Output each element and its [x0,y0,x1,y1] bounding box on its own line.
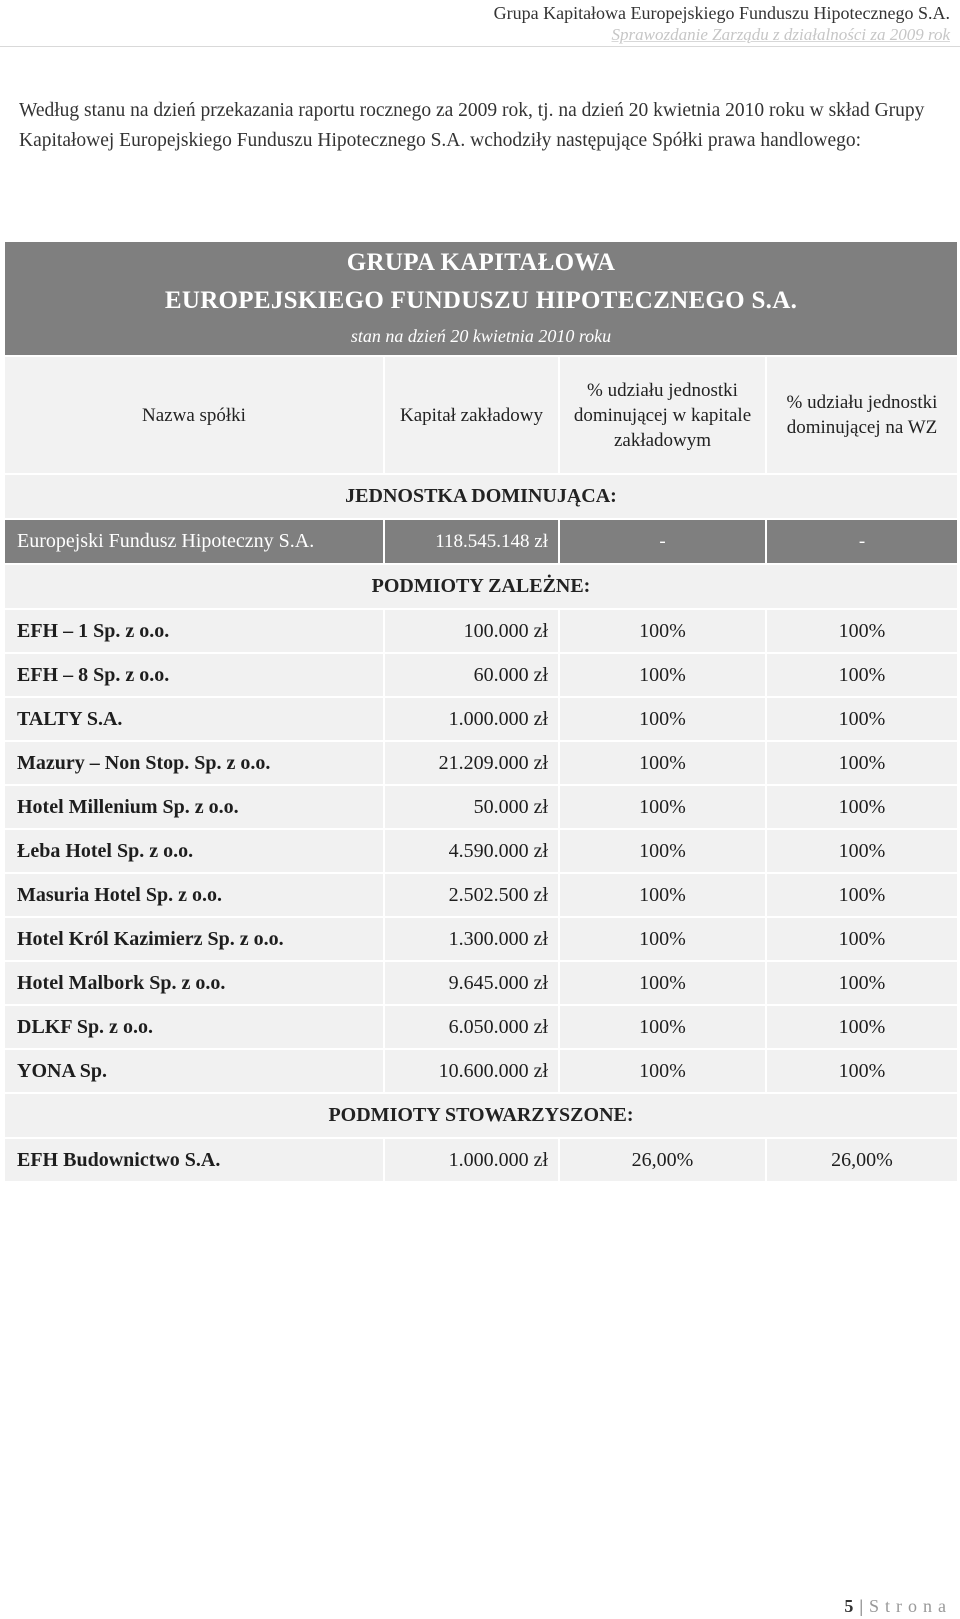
company-name: EFH – 8 Sp. z o.o. [5,654,383,696]
table-title-block [5,242,957,355]
company-name: EFH – 1 Sp. z o.o. [5,610,383,652]
company-name: TALTY S.A. [5,698,383,740]
header-report-title: Sprawozdanie Zarządu z działalności za 2009 rok [611,25,950,44]
voting-share-percent: 100% [767,918,957,960]
share-capital: 50.000 zł [385,786,558,828]
page-number: 5 [844,1596,854,1616]
page-header [494,2,950,46]
company-name: Hotel Millenium Sp. z o.o. [5,786,383,828]
table-title-line1: GRUPA KAPITAŁOWA [346,249,616,276]
capital-share-percent: 100% [560,1050,765,1092]
capital-share-percent: 100% [560,830,765,872]
company-name: Mazury – Non Stop. Sp. z o.o. [5,742,383,784]
footer-separator: | [859,1596,863,1616]
section-header-parent: JEDNOSTKA DOMINUJĄCA: [5,475,957,518]
share-capital: 1.000.000 zł [385,1139,558,1181]
company-name: Hotel Król Kazimierz Sp. z o.o. [5,918,383,960]
voting-share-percent: 100% [767,830,957,872]
share-capital: 1.300.000 zł [385,918,558,960]
share-capital: 21.209.000 zł [385,742,558,784]
parent-votes: - [767,520,957,563]
capital-share-percent: 100% [560,654,765,696]
capital-share-percent: 100% [560,742,765,784]
company-name: DLKF Sp. z o.o. [5,1006,383,1048]
company-name: Hotel Malbork Sp. z o.o. [5,962,383,1004]
share-capital: 100.000 zł [385,610,558,652]
column-header-votes: % udziału jednostki dominującej na WZ [767,357,957,473]
header-company-name: Grupa Kapitałowa Europejskiego Funduszu Hipotecznego S.A. [493,3,950,23]
company-name: EFH Budownictwo S.A. [5,1139,383,1181]
header-divider [0,46,960,47]
voting-share-percent: 26,00% [767,1139,957,1181]
voting-share-percent: 100% [767,874,957,916]
voting-share-percent: 100% [767,962,957,1004]
share-capital: 9.645.000 zł [385,962,558,1004]
share-capital: 10.600.000 zł [385,1050,558,1092]
capital-share-percent: 100% [560,786,765,828]
voting-share-percent: 100% [767,698,957,740]
voting-share-percent: 100% [767,742,957,784]
voting-share-percent: 100% [767,610,957,652]
company-name: Łeba Hotel Sp. z o.o. [5,830,383,872]
parent-name: Europejski Fundusz Hipoteczny S.A. [5,520,383,563]
column-header-name: Nazwa spółki [5,357,383,473]
voting-share-percent: 100% [767,786,957,828]
capital-share-percent: 100% [560,610,765,652]
capital-share-percent: 26,00% [560,1139,765,1181]
capital-share-percent: 100% [560,918,765,960]
column-header-share: % udziału jednostki dominującej w kapitale zakładowym [560,357,765,473]
table-subtitle-date: stan na dzień 20 kwietnia 2010 roku [350,326,612,346]
intro-paragraph: Według stanu na dzień przekazania raportu rocznego za 2009 rok, tj. na dzień 20 kwietnia 2010 roku w skład Grupy Kapitałowej Europejskiego Funduszu Hipotecznego S.A. wchodziły następujące Spółki prawa handlowego: [19,100,925,151]
capital-share-percent: 100% [560,962,765,1004]
capital-share-percent: 100% [560,698,765,740]
company-name: Masuria Hotel Sp. z o.o. [5,874,383,916]
section-header-associates: PODMIOTY STOWARZYSZONE: [5,1094,957,1137]
page-footer [844,1596,952,1617]
share-capital: 2.502.500 zł [385,874,558,916]
capital-share-percent: 100% [560,1006,765,1048]
voting-share-percent: 100% [767,1006,957,1048]
capital-share-percent: 100% [560,874,765,916]
column-header-capital: Kapitał zakładowy [385,357,558,473]
share-capital: 6.050.000 zł [385,1006,558,1048]
share-capital: 60.000 zł [385,654,558,696]
company-name: YONA Sp. [5,1050,383,1092]
parent-share: - [560,520,765,563]
table-title-line2: EUROPEJSKIEGO FUNDUSZU HIPOTECZNEGO S.A. [164,287,798,314]
section-header-subsidiaries: PODMIOTY ZALEŻNE: [5,565,957,608]
voting-share-percent: 100% [767,654,957,696]
share-capital: 1.000.000 zł [385,698,558,740]
parent-capital: 118.545.148 zł [385,520,558,563]
voting-share-percent: 100% [767,1050,957,1092]
page-label: Strona [869,1596,952,1616]
share-capital: 4.590.000 zł [385,830,558,872]
